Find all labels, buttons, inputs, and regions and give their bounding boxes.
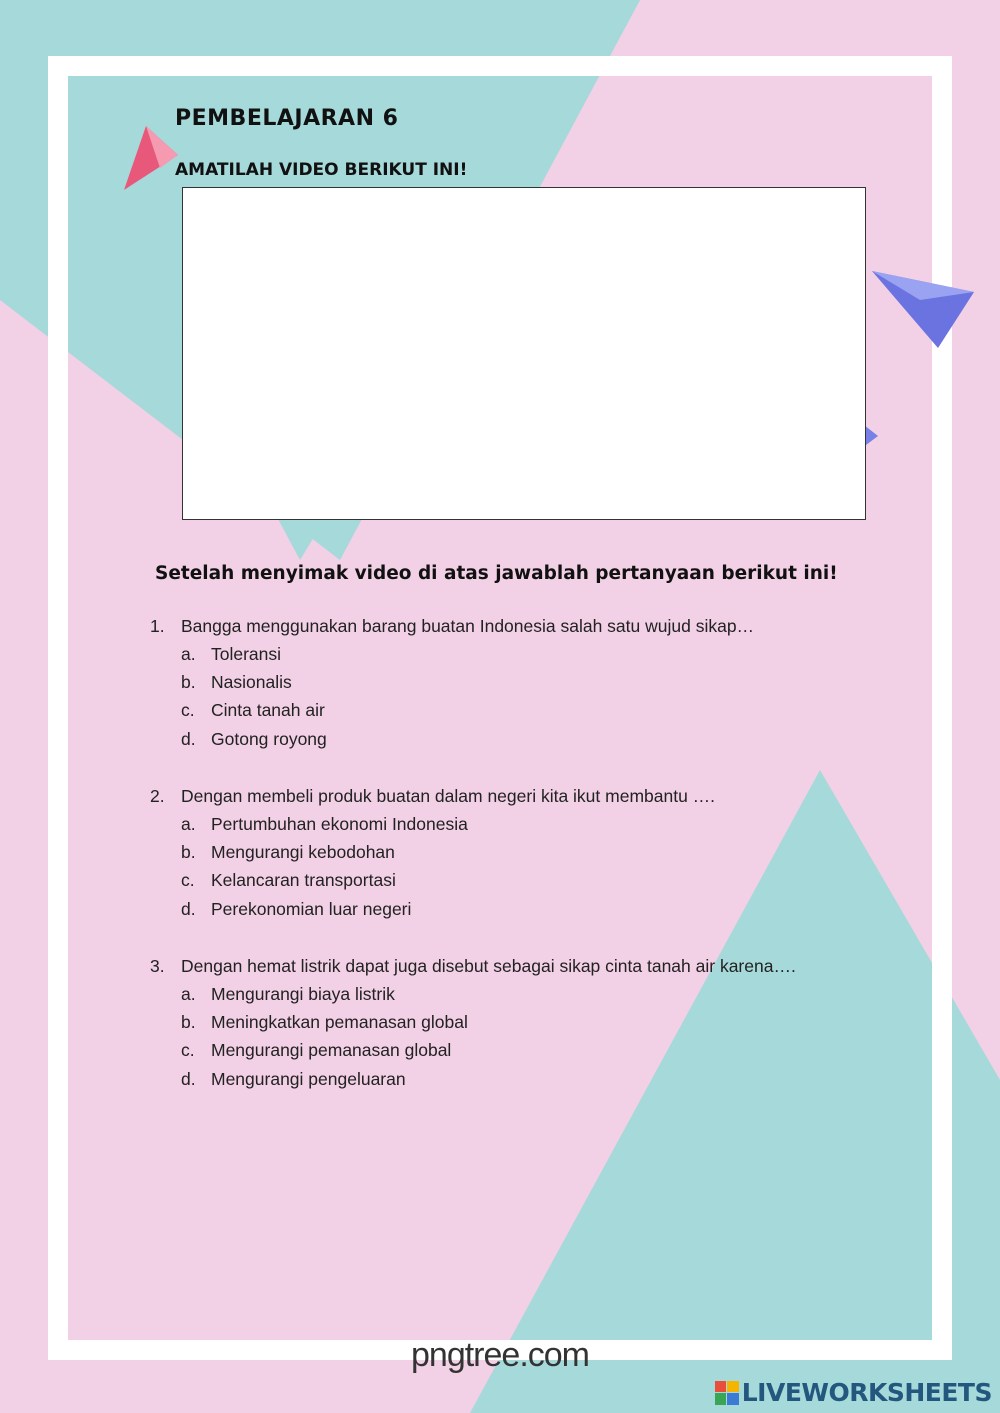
option-b[interactable] <box>150 838 715 866</box>
video-player[interactable] <box>182 187 866 520</box>
question-text: Dengan membeli produk buatan dalam negeri kita ikut membantu …. <box>181 785 716 806</box>
option-letter: a. <box>181 643 196 664</box>
pngtree-watermark: pngtree.com <box>411 1336 589 1374</box>
option-text: Mengurangi biaya listrik <box>211 983 395 1004</box>
option-c[interactable] <box>150 1037 796 1065</box>
option-text: Gotong royong <box>211 728 327 749</box>
option-text: Nasionalis <box>211 671 292 692</box>
option-text: Mengurangi kebodohan <box>211 841 395 862</box>
option-text: Perekonomian luar negeri <box>211 898 412 919</box>
question-text: Bangga menggunakan barang buatan Indonesia salah satu wujud sikap… <box>181 615 755 636</box>
option-a[interactable] <box>150 810 715 838</box>
option-text: Pertumbuhan ekonomi Indonesia <box>211 813 468 834</box>
liveworksheets-brand: LIVEWORKSHEETS <box>741 1378 992 1407</box>
option-text: Toleransi <box>211 643 282 664</box>
option-letter: d. <box>181 898 196 919</box>
option-letter: c. <box>181 870 195 891</box>
question-1 <box>150 612 754 753</box>
option-letter: d. <box>181 1068 196 1089</box>
option-letter: a. <box>181 813 196 834</box>
instruction-text: Setelah menyimak video di atas jawablah pertanyaan berikut ini! <box>155 563 838 584</box>
option-letter: b. <box>181 671 196 692</box>
option-text: Cinta tanah air <box>211 700 325 721</box>
question-3 <box>150 952 796 1093</box>
question-number: 2. <box>150 785 165 806</box>
option-a[interactable] <box>150 980 796 1008</box>
option-text: Meningkatkan pemanasan global <box>211 1011 468 1032</box>
option-d[interactable] <box>150 725 754 753</box>
option-letter: c. <box>181 700 195 721</box>
liveworksheets-logo[interactable] <box>715 1378 992 1407</box>
option-letter: b. <box>181 841 196 862</box>
page-title: PEMBELAJARAN 6 <box>175 106 399 131</box>
option-d[interactable] <box>150 895 715 923</box>
option-a[interactable] <box>150 640 754 668</box>
option-c[interactable] <box>150 697 754 725</box>
option-c[interactable] <box>150 867 715 895</box>
option-letter: c. <box>181 1040 195 1061</box>
option-letter: a. <box>181 983 196 1004</box>
option-d[interactable] <box>150 1065 796 1093</box>
option-letter: d. <box>181 728 196 749</box>
question-text: Dengan hemat listrik dapat juga disebut sebagai sikap cinta tanah air karena…. <box>181 955 796 976</box>
page-subtitle: AMATILAH VIDEO BERIKUT INI! <box>175 160 468 180</box>
option-text: Kelancaran transportasi <box>211 870 396 891</box>
option-text: Mengurangi pemanasan global <box>211 1040 452 1061</box>
option-b[interactable] <box>150 668 754 696</box>
option-text: Mengurangi pengeluaran <box>211 1068 406 1089</box>
liveworksheets-icon <box>715 1381 739 1405</box>
option-b[interactable] <box>150 1008 796 1036</box>
question-number: 1. <box>150 615 165 636</box>
question-2 <box>150 782 715 923</box>
option-letter: b. <box>181 1011 196 1032</box>
question-number: 3. <box>150 955 165 976</box>
